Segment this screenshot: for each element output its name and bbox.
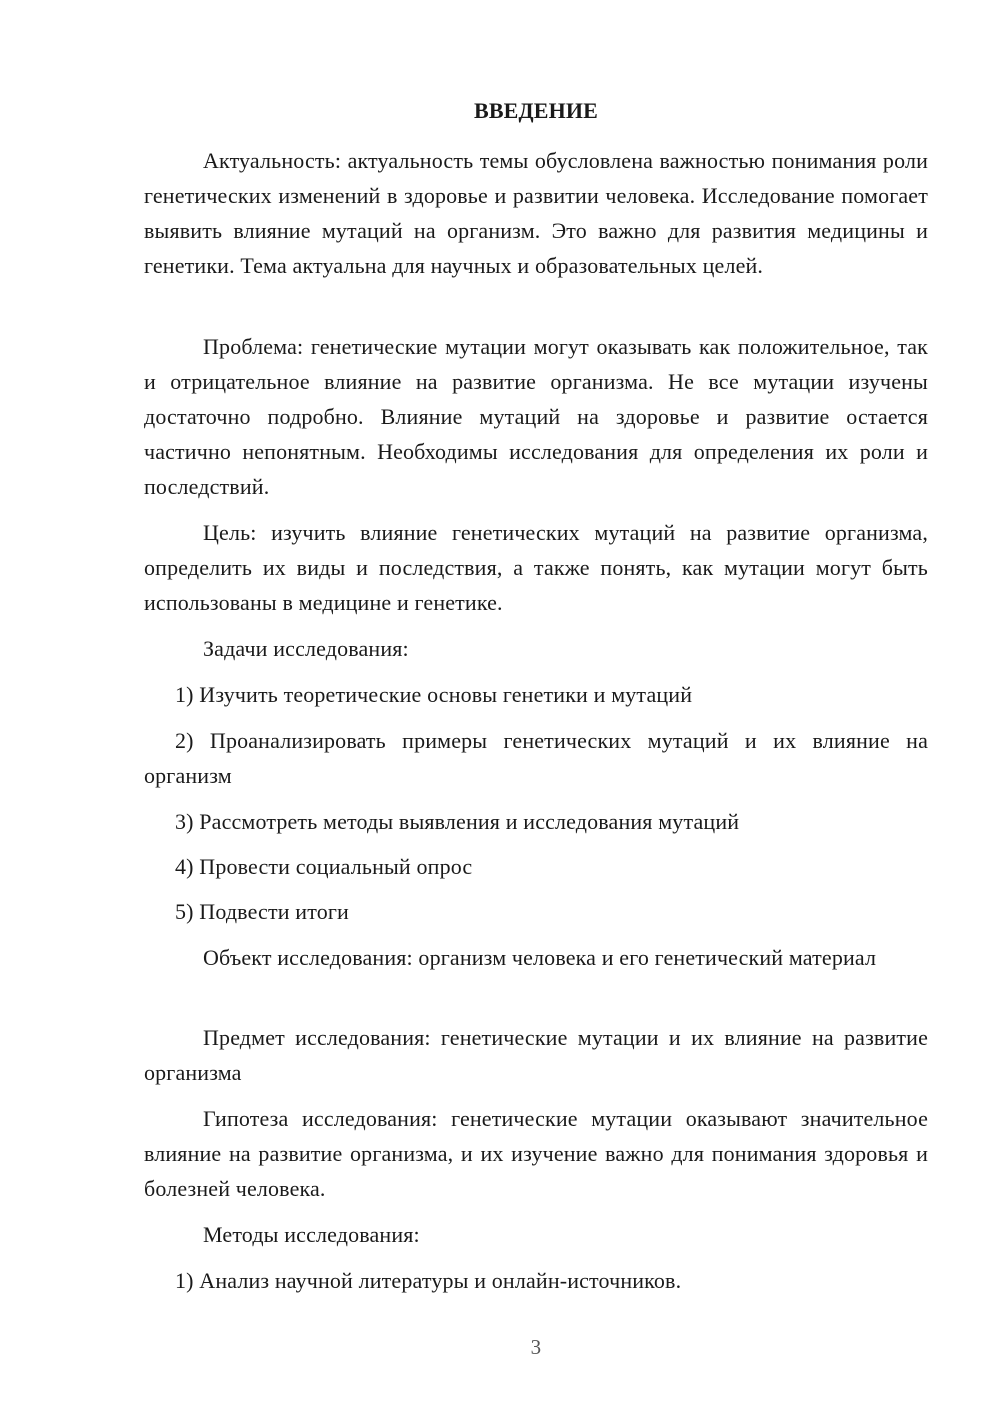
list-item-task-1: 1) Изучить теоретические основы генетики и мутаций [175,682,693,707]
list-item-task-4: 4) Провести социальный опрос [175,854,473,879]
methods-heading: Методы исследования: [203,1222,420,1247]
list-item-task-2: 2) Проанализировать примеры генетических мутаций и их влияние на организм [144,728,928,788]
paragraph-problem: Проблема: генетические мутации могут оказывать как положительное, так и отрицательное влияние на развитие организма. Не все мутации изучены достаточно подробно. Влияние мутаций на здоровье и развитие остается частично непонятным. Необходимы исследования для определения их роли и последствий. [144,334,928,499]
paragraph-goal: Цель: изучить влияние генетических мутаций на развитие организма, определить их виды и последствия, а также понять, как мутации могут быть использованы в медицине и генетике. [144,520,928,615]
tasks-heading: Задачи исследования: [203,636,409,661]
page-number: 3 [530,1335,542,1359]
section-heading: ВВЕДЕНИЕ [474,98,598,123]
list-item-method-1: 1) Анализ научной литературы и онлайн-источников. [175,1268,682,1293]
paragraph-hypothesis: Гипотеза исследования: генетические мутации оказывают значительное влияние на развитие организма, и их изучение важно для понимания здоровья и болезней человека. [144,1106,928,1201]
paragraph-relevance: Актуальность: актуальность темы обусловлена важностью понимания роли генетических изменений в здоровье и развитии человека. Исследование помогает выявить влияние мутаций на организм. Это важно для развития медицины и генетики. Тема актуальна для научных и образовательных целей. [144,148,928,278]
list-item-task-5: 5) Подвести итоги [175,899,349,924]
paragraph-object: Объект исследования: организм человека и его генетический материал [203,945,877,970]
list-item-task-3: 3) Рассмотреть методы выявления и исследования мутаций [175,809,740,834]
paragraph-subject: Предмет исследования: генетические мутации и их влияние на развитие организма [144,1025,928,1085]
